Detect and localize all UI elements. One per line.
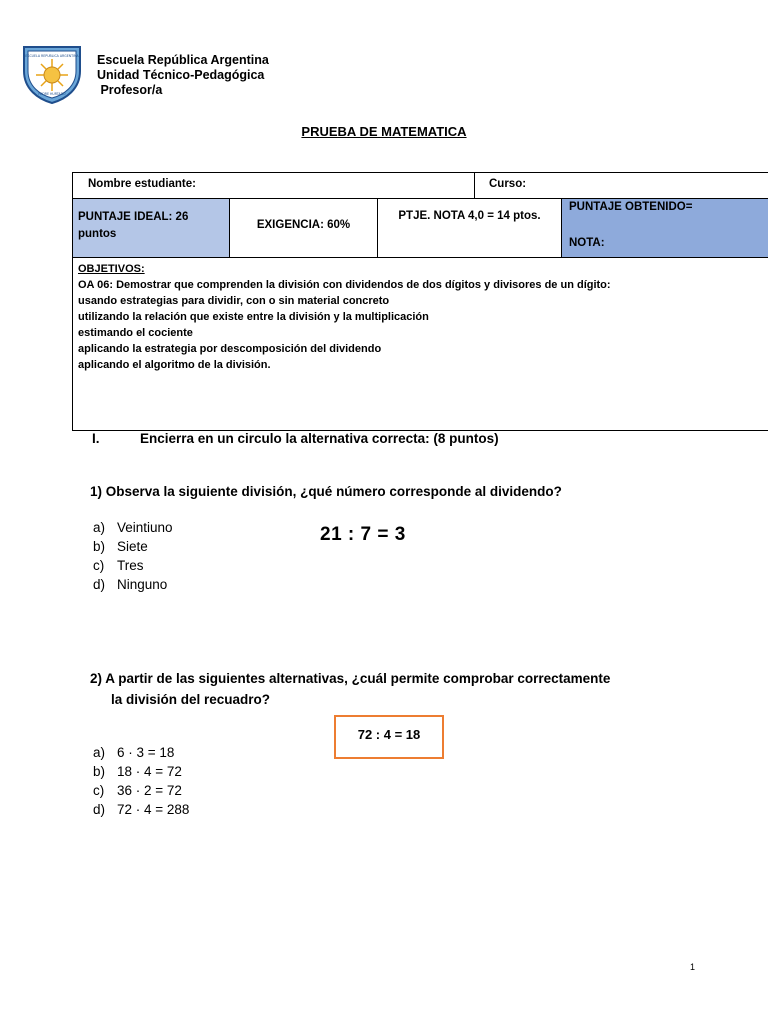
question-2-line1: 2) A partir de las siguientes alternativas, ¿cuál permite comprobar correctamente — [90, 671, 611, 686]
obtained-score-label: PUNTAJE OBTENIDO= — [569, 201, 693, 213]
logo-text-top: ESCUELA REPUBLICA ARGENTINA — [25, 54, 79, 58]
section-instruction: Encierra en un circulo la alternativa correcta: (8 puntos) — [140, 431, 499, 446]
option-b[interactable]: b) Siete — [93, 539, 148, 554]
option-d[interactable]: d) Ninguno — [93, 577, 168, 592]
question-2-options — [93, 743, 189, 819]
school-unit: Unidad Técnico-Pedagógica — [97, 68, 265, 82]
option-c[interactable]: c) Tres — [93, 558, 144, 573]
objective-line: utilizando la relación que existe entre la división y la multiplicación — [78, 311, 429, 323]
objective-line: estimando el cociente — [78, 327, 193, 339]
option-b[interactable]: b) 18 · 4 = 72 — [93, 764, 182, 779]
ideal-score-cell — [72, 198, 230, 258]
student-name-label: Nombre estudiante: — [88, 178, 196, 190]
obtained-score-cell[interactable] — [561, 198, 768, 258]
objective-line: aplicando el algoritmo de la división. — [78, 359, 271, 371]
student-name-cell[interactable] — [72, 172, 475, 199]
grade-label: NOTA: — [569, 237, 605, 249]
passing-score-cell — [377, 198, 562, 258]
question-1: 1) Observa la siguiente división, ¿qué número corresponde al dividendo? — [90, 484, 562, 499]
option-c[interactable]: c) 36 · 2 = 72 — [93, 783, 182, 798]
ideal-score-text: PUNTAJE IDEAL: 26 puntos — [78, 211, 189, 240]
passing-score-text: PTJE. NOTA 4,0 = 14 ptos. — [398, 210, 541, 222]
objectives-cell — [72, 257, 768, 431]
question-2 — [90, 668, 610, 710]
objectives-title: OBJETIVOS: — [78, 263, 145, 275]
page-number: 1 — [690, 962, 696, 972]
objective-line: aplicando la estrategia por descomposición del dividendo — [78, 343, 382, 355]
school-teacher: Profesor/a — [97, 83, 163, 97]
section-numeral: I. — [92, 431, 100, 446]
question-1-options — [93, 518, 173, 594]
boxed-division: 72 : 4 = 18 — [334, 715, 444, 759]
option-a[interactable]: a) 6 · 3 = 18 — [93, 745, 175, 760]
page-title: PRUEBA DE MATEMATICA — [301, 124, 467, 139]
school-logo — [20, 41, 84, 105]
logo-text-bottom: PADRE HURTADO — [38, 92, 66, 96]
requirement-text: EXIGENCIA: 60% — [256, 219, 351, 231]
objective-line: usando estrategias para dividir, con o sin material concreto — [78, 295, 390, 307]
option-d[interactable]: d) 72 · 4 = 288 — [93, 802, 190, 817]
option-a[interactable]: a) Veintiuno — [93, 520, 173, 535]
question-2-line2: la división del recuadro? — [111, 692, 271, 707]
objective-line: OA 06: Demostrar que comprenden la división con dividendos de dos dígitos y divisores de un dígito: — [78, 279, 611, 291]
course-cell[interactable] — [474, 172, 768, 199]
requirement-cell — [229, 198, 378, 258]
school-name: Escuela República Argentina — [97, 53, 269, 67]
school-info — [97, 53, 269, 98]
course-label: Curso: — [489, 178, 527, 190]
division-equation: 21 : 7 = 3 — [320, 524, 406, 545]
objectives-block — [78, 261, 611, 373]
